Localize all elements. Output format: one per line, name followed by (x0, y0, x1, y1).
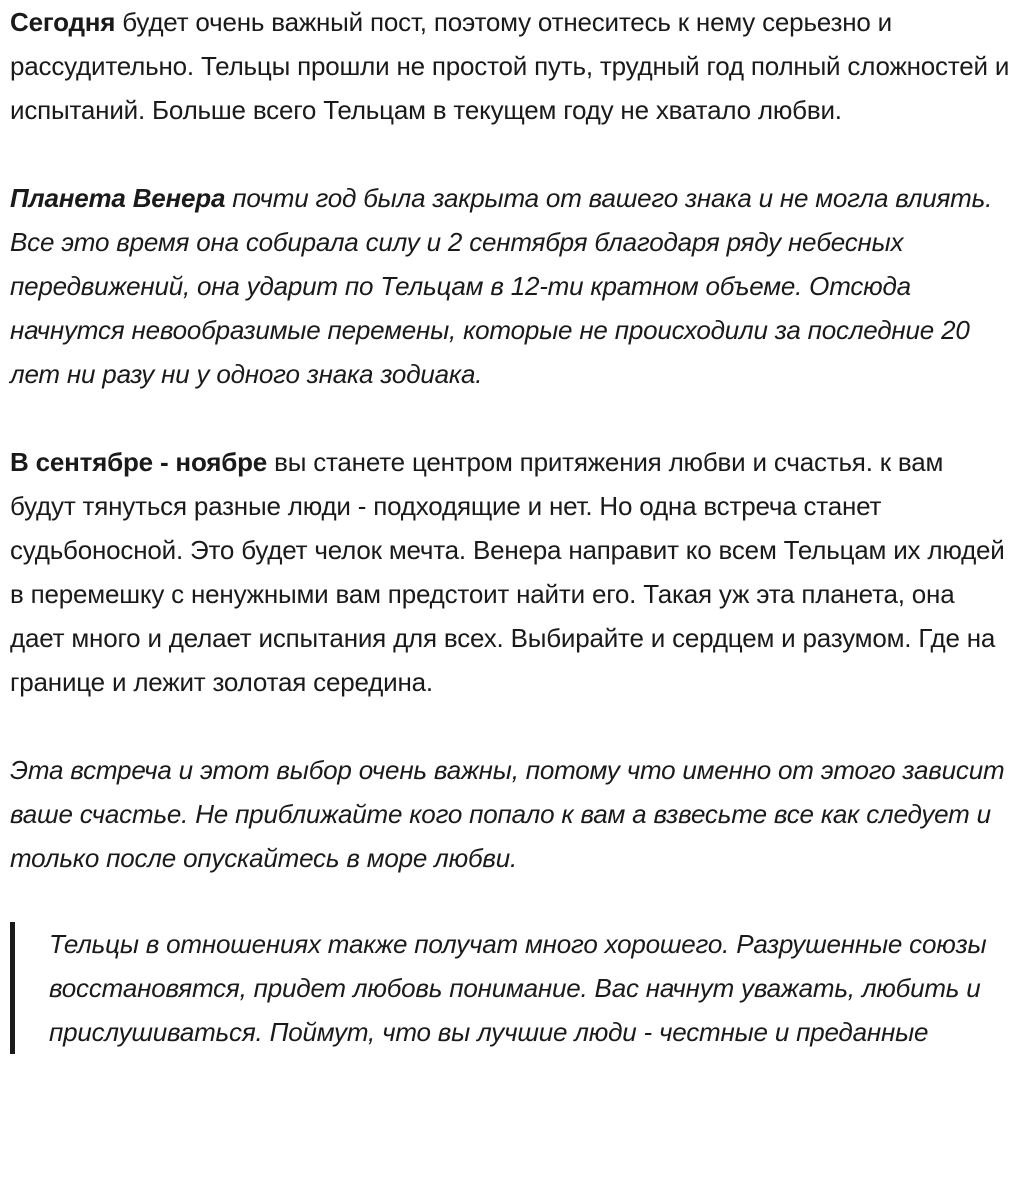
paragraph-autumn-lead: В сентябре - ноябре (10, 447, 268, 477)
paragraph-venus (10, 176, 1015, 396)
paragraph-venus-lead: Планета Венера (10, 183, 226, 213)
paragraph-intro-lead: Сегодня (10, 7, 116, 37)
blockquote-relationships (10, 922, 1015, 1054)
paragraph-choice (10, 748, 1015, 880)
paragraph-venus-text: почти год была закрыта от вашего знака и не могла влиять. Все это время она собирала силу и 2 сентября благодаря ряду небесных передвижений, она ударит по Тельцам в 12-ти кратном объеме. Отсюда начнутся невообразимые перемены, которые не происходили за последние 20 лет ни разу ни у одного знака зодиака. (10, 183, 993, 389)
paragraph-choice-text: Эта встреча и этот выбор очень важны, потому что именно от этого зависит ваше счастье. Не приближайте кого попало к вам а взвесьте все как следует и только после опускайтесь в море любви. (10, 755, 1005, 873)
paragraph-intro (10, 0, 1015, 132)
paragraph-autumn-text: вы станете центром притяжения любви и счастья. к вам будут тянуться разные люди - подходящие и нет. Но одна встреча станет судьбоносной. Это будет челок мечта. Венера направит ко всем Тельцам их людей в перемешку с ненужными вам предстоит найти его. Такая уж эта планета, она дает много и делает испытания для всех. Выбирайте и сердцем и разумом. Где на границе и лежит золотая середина. (10, 447, 1005, 697)
paragraph-intro-text: будет очень важный пост, поэтому отнеситесь к нему серьезно и рассудительно. Тельцы прошли не простой путь, трудный год полный сложностей и испытаний. Больше всего Тельцам в текущем году не хватало любви. (10, 7, 1010, 125)
paragraph-autumn (10, 440, 1015, 704)
blockquote-text: Тельцы в отношениях также получат много хорошего. Разрушенные союзы восстановятся, придет любовь понимание. Вас начнут уважать, любить и прислушиваться. Поймут, что вы лучшие люди - честные и преданные (49, 929, 987, 1047)
